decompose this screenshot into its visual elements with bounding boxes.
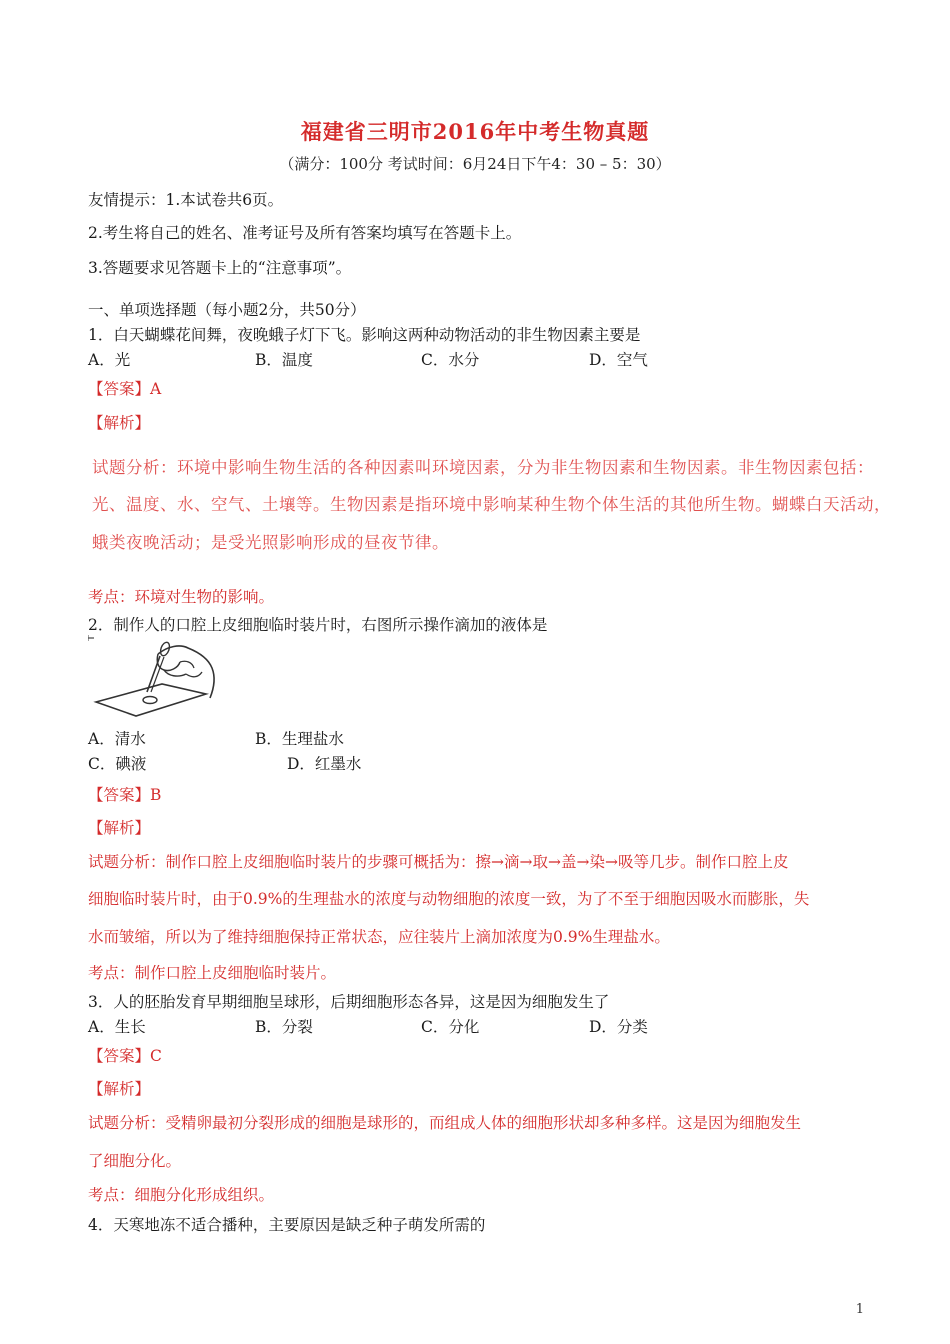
dropper-illustration [88,632,223,726]
q3-answer: 【答案】C [88,1047,162,1065]
q1-stem: 1．白天蝴蝶花间舞，夜晚蛾子灯下飞。影响这两种动物活动的非生物因素主要是 [88,326,641,344]
q2-analysis-label: 【解析】 [88,819,151,837]
q3-analysis-line: 试题分析：受精卵最初分裂形成的细胞是球形的，而组成人体的细胞形状却多种多样。这是因为细胞发生 [88,1114,802,1132]
q2-option-a: A．清水 [88,730,146,748]
q2-option-b: B．生理盐水 [255,730,344,748]
q3-option-b: B．分裂 [255,1018,313,1036]
q1-analysis-line: 蛾类夜晚活动；是受光照影响形成的昼夜节律。 [92,533,449,552]
note-2: 2.考生将自己的姓名、准考证号及所有答案均填写在答题卡上。 [88,224,522,242]
q1-analysis-line: 光、温度、水、空气、土壤等。生物因素是指环境中影响某种生物个体生活的其他所生物。蝴蝶白天活动， [92,495,891,514]
q2-analysis-line: 水而皱缩，所以为了维持细胞保持正常状态，应往装片上滴加浓度为0.9%生理盐水。 [88,928,670,946]
q1-answer: 【答案】A [88,380,162,398]
q1-kaodian: 考点：环境对生物的影响。 [88,588,275,606]
q2-kaodian: 考点：制作口腔上皮细胞临时装片。 [88,964,337,982]
q3-stem: 3．人的胚胎发育早期细胞呈球形，后期细胞形态各异，这是因为细胞发生了 [88,993,610,1011]
q1-analysis-label: 【解析】 [88,414,151,432]
page-title: 福建省三明市2016年中考生物真题 [300,119,650,144]
q3-option-a: A．生长 [88,1018,146,1036]
q3-option-c: C．分化 [421,1018,480,1036]
q3-analysis-label: 【解析】 [88,1080,151,1098]
q3-kaodian: 考点：细胞分化形成组织。 [88,1186,275,1204]
q2-answer: 【答案】B [88,786,162,804]
note-3: 3.答题要求见答题卡上的“注意事项”。 [88,259,352,277]
q2-option-d: D．红墨水 [287,755,362,773]
q1-option-b: B．温度 [255,351,313,369]
q2-analysis-line: 细胞临时装片时，由于0.9%的生理盐水的浓度与动物细胞的浓度一致，为了不至于细胞因吸水而膨胀，失 [88,890,810,908]
q1-option-d: D．空气 [589,351,648,369]
q2-stem: 2．制作人的口腔上皮细胞临时装片时，右图所示操作滴加的液体是 [88,616,548,634]
q1-option-a: A．光 [88,351,131,369]
exam-info: （满分：100分 考试时间：6月24日下午4：30 – 5：30） [279,155,671,173]
q1-analysis-line: 试题分析：环境中影响生物生活的各种因素叫环境因素，分为非生物因素和生物因素。非生物因素包括： [92,458,874,477]
q2-analysis-line: 试题分析：制作口腔上皮细胞临时装片的步骤可概括为：擦→滴→取→盖→染→吸等几步。制作口腔上皮 [88,853,789,871]
q3-analysis-line: 了细胞分化。 [88,1152,182,1170]
section-header: 一、单项选择题（每小题2分，共50分） [88,301,366,319]
note-1: 友情提示：1.本试卷共6页。 [88,191,284,209]
q4-stem: 4．天寒地冻不适合播种，主要原因是缺乏种子萌发所需的 [88,1216,486,1234]
q3-option-d: D．分类 [589,1018,648,1036]
page-number: 1 [855,1302,864,1317]
q2-option-c: C．碘液 [88,755,147,773]
q1-option-c: C．水分 [421,351,480,369]
